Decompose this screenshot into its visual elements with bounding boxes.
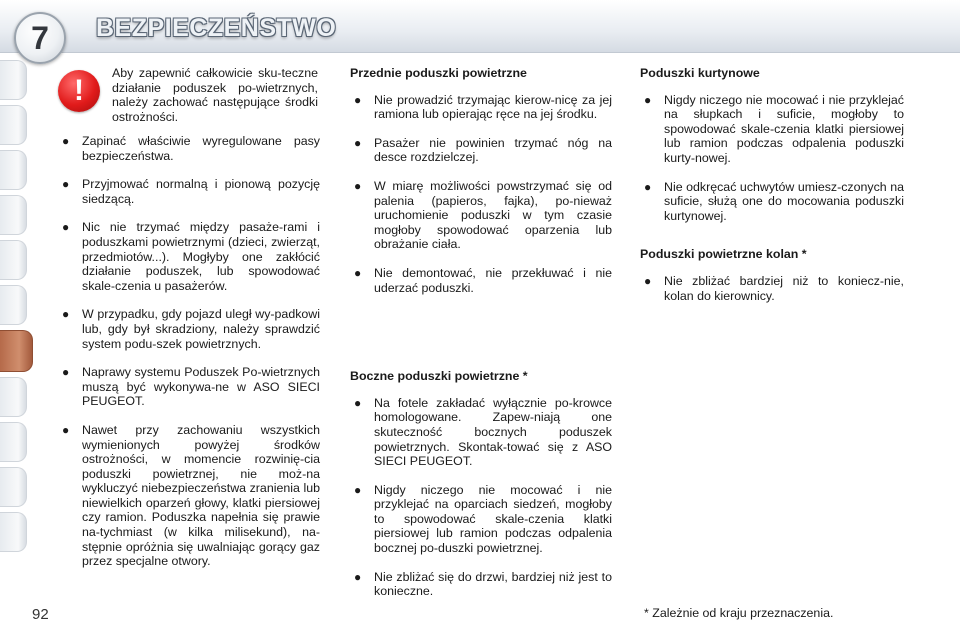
chapter-tab-10[interactable] [0,467,27,507]
list-item: ● Nie odkręcać uchwytów umiesz-czonych na suficie, służą one do mocowania poduszki kurtynowej. [644,179,904,223]
chapter-tab-7-active[interactable] [0,330,33,372]
chapter-tab-11[interactable] [0,512,27,552]
list-item: ● Zapinać właściwie wyregulowane pasy bezpieczeństwa. [62,134,320,163]
chapter-title: BEZPIECZEŃSTWO [96,14,337,42]
bullet-icon: ● [62,177,70,192]
right-column [640,66,904,317]
list-item: ● Nie demontować, nie przekłuwać i nie uderzać poduszki. [354,265,612,295]
curtain-airbags-list [640,93,904,224]
list-item: ● Przyjmować normalną i pionową pozycję siedzącą. [62,177,320,206]
chapter-number-badge: 7 [14,12,66,64]
middle-column [350,66,612,613]
bullet-icon: ● [354,395,362,410]
left-column [58,66,320,583]
chapter-tab-1[interactable] [0,60,27,100]
chapter-tab-strip [0,60,48,557]
chapter-tab-6[interactable] [0,285,27,325]
list-item: ● Nigdy niczego nie mocować i nie przyklejać na słupkach i suficie, mogłoby to spowodować skale-czenia klatki piersiowej lub ramion podczas odpalenia poduszki kurty-nowej. [644,92,904,165]
bullet-icon: ● [354,482,362,497]
list-item: ● W miarę możliwości powstrzymać się od palenia (papieros, fajka), po-nieważ uruchomienie poduszki w tym czasie mogłoby spowodować oparzenia lub obrażanie ciała. [354,178,612,252]
bullet-icon: ● [62,307,70,322]
bullet-icon: ● [644,92,652,107]
list-item: ● Na fotele zakładać wyłącznie po-krowce homologowane. Zapew-niają one skuteczność bocznych poduszek powietrznych. Skontak-tować się z ASO SIECI PEUGEOT. [354,395,612,469]
bullet-icon: ● [62,220,70,235]
list-item: ● W przypadku, gdy pojazd uległ wy-padkowi lub, gdy był skradziony, należy sprawdzić system podu-szek powietrznych. [62,307,320,351]
list-item: ● Nigdy niczego nie mocować i nie przyklejać na oparciach siedzeń, mogłoby to spowodować skale-czenia klatki piersiowej lub ramion podczas odpalenia bocznej po-duszki powietrznej. [354,482,612,556]
front-airbags-heading: Przednie poduszki powietrzne [350,66,527,80]
precautions-list [58,134,320,569]
bullet-icon: ● [62,365,70,380]
list-item: ● Nawet przy zachowaniu wszystkich wymienionych powyżej środków ostrożności, w momencie rozwinię-cia poduszki powietrznej, nie moż-na wykluczyć niebezpieczeństwa zranienia lub niewielkich oparzeń głowy, klatki piersiowej czy ramion. Poduszka napełnia się prawie na-tychmiast (w kilka milisekund), na-stępnie opróżnia się uwalniając gorący gaz przez specjalne otwory. [62,422,320,569]
chapter-tab-4[interactable] [0,195,27,235]
footnote: * Zależnie od kraju przeznaczenia. [644,606,834,620]
bullet-icon: ● [62,422,70,437]
bullet-icon: ● [354,569,362,584]
bullet-icon: ● [62,134,70,148]
bullet-icon: ● [644,273,652,288]
bullet-icon: ● [354,265,362,280]
knee-airbags-list [640,274,904,303]
curtain-airbags-heading: Poduszki kurtynowe [640,66,760,80]
bullet-icon: ● [354,92,362,107]
side-airbags-list [350,396,612,599]
warning-block [58,66,320,126]
list-item: ● Nie prowadzić trzymając kierow-nicę za jej ramiona lub opierając ręce na jej środku. [354,92,612,122]
chapter-tab-3[interactable] [0,150,27,190]
bullet-icon: ● [354,178,362,193]
list-item: ● Nic nie trzymać między pasaże-rami i poduszkami powietrznymi (dzieci, zwierząt, przedmiotów...). Mogłyby one zakłócić działanie poduszek, lub spowodować skale-czenia u pasażerów. [62,220,320,293]
list-item: ● Pasażer nie powinien trzymać nóg na desce rozdzielczej. [354,135,612,165]
chapter-tab-8[interactable] [0,377,27,417]
list-item: ● Naprawy systemu Poduszek Po-wietrznych muszą być wykonywa-ne w ASO SIECI PEUGEOT. [62,365,320,409]
exclamation-warning-icon: ! [58,70,100,112]
knee-airbags-heading: Poduszki powietrzne kolan * [640,247,807,262]
list-item: ● Nie zbliżać bardziej niż to koniecz-nie, kolan do kierownicy. [644,273,904,303]
chapter-tab-9[interactable] [0,422,27,462]
chapter-tab-5[interactable] [0,240,27,280]
bullet-icon: ● [354,135,362,150]
warning-text: Aby zapewnić całkowicie sku-teczne działanie poduszek po-wietrznych, należy zachować następujące środki ostrożności. [112,66,318,124]
side-airbags-heading: Boczne poduszki powietrzne * [350,369,528,384]
page-header [0,0,960,56]
list-item: ● Nie zbliżać się do drzwi, bardziej niż jest to konieczne. [354,569,612,599]
chapter-tab-2[interactable] [0,105,27,145]
bullet-icon: ● [644,179,652,194]
page-number: 92 [32,606,49,623]
front-airbags-list [350,93,612,296]
